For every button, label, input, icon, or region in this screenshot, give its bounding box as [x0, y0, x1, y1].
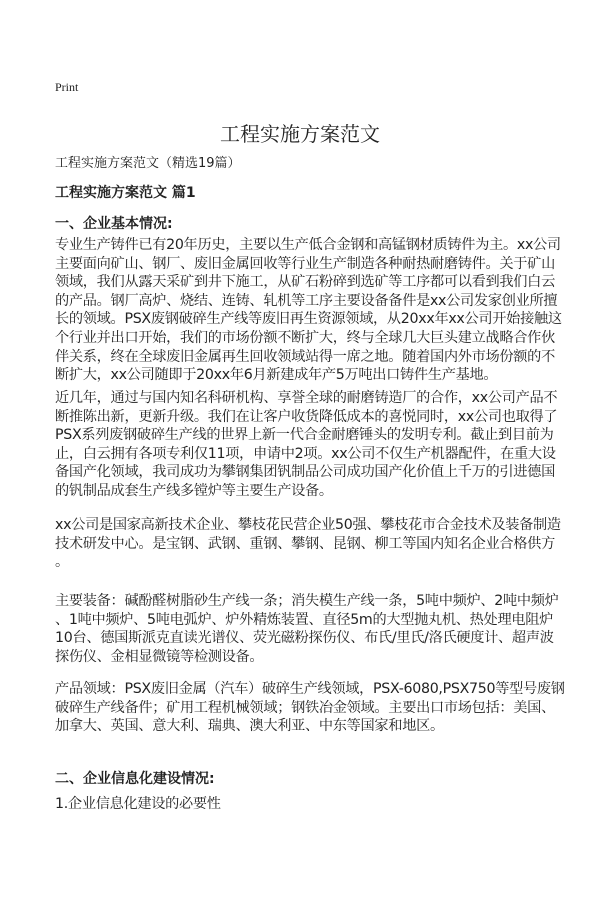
text-line: 止，白云拥有各项专利仅11项，申请中2项。xx公司不仅生产机器配件，在重大设	[55, 445, 556, 462]
article-heading: 工程实施方案范文 篇1	[55, 185, 196, 201]
text-line: 个行业并出口开始，我们的市场份额不断扩大，终与全球几大巨头建立战略合作伙	[55, 329, 555, 346]
text-line: 10台、德国斯派克直读光谱仪、荧光磁粉探伤仪、布氏/里氏/洛氏硬度计、超声波	[55, 630, 554, 647]
paragraph-5	[55, 680, 565, 736]
list-item: 1.企业信息化建设的必要性	[55, 796, 221, 812]
text-line: 的产品。钢厂高炉、烧结、连铸、轧机等工序主要设备备件是xx公司发家创业所擅	[55, 292, 558, 309]
text-line: 伴关系，终在全球废旧金属再生回收领域站得一席之地。随着国内外市场份额的不	[55, 348, 555, 365]
text-line: 主要装备：碱酚醛树脂砂生产线一条；消失模生产线一条，5吨中频炉、2吨中频炉	[55, 593, 559, 609]
subtitle: 工程实施方案范文（精选19篇）	[55, 156, 241, 171]
text-line: 加拿大、英国、意大利、瑞典、澳大利亚、中东等国家和地区。	[55, 718, 444, 735]
paragraph-2	[55, 389, 557, 501]
text-line: 、1吨中频炉、5吨电弧炉、炉外精炼装置、直径5m的大型抛丸机、热处理电阻炉	[55, 611, 553, 628]
text-line: 长的领域。PSX废钢破碎生产线等废旧再生资源领域，从20xx年xx公司开始接触这	[55, 311, 562, 328]
text-line: xx公司是国家高新技术企业、攀枝花民营企业50强、攀枝花市合金技术及装备制造	[55, 517, 561, 533]
section-heading-2: 二、企业信息化建设情况:	[55, 771, 215, 787]
text-line: 备国产化领域，我司成功为攀钢集团钒制品公司成功国产化价值上千万的引进德国	[55, 464, 555, 481]
text-line: 断扩大，xx公司随即于20xx年6月新建成年产5万吨出口铸件生产基地。	[55, 367, 498, 384]
text-line: 断推陈出新，更新升级。我们在让客户收货降低成本的喜悦同时，xx公司也取得了	[55, 408, 558, 425]
text-line: 破碎生产线备件；矿用工程机械领域；钢铁冶金领域。主要出口市场包括：美国、	[55, 699, 555, 716]
text-line: 。	[55, 554, 69, 571]
text-line: 主要面向矿山、钢厂、废旧金属回收等行业生产制造各种耐热耐磨铸件。关于矿山	[55, 255, 555, 272]
text-line: PSX系列废钢破碎生产线的世界上新一代合金耐磨锤头的发明专利。截止到目前为	[55, 427, 554, 444]
text-line: 近几年，通过与国内知名科研机构、享誉全球的耐磨铸造厂的合作，xx公司产品不	[55, 390, 558, 406]
paragraph-4	[55, 592, 559, 666]
text-line: 技术研发中心。是宝钢、武钢、重钢、攀钢、昆钢、柳工等国内知名企业合格供方	[55, 535, 555, 552]
text-line: 产品领域：PSX废旧金属（汽车）破碎生产线领域，PSX-6080,PSX750等型号废钢	[55, 681, 565, 697]
paragraph-1	[55, 236, 562, 385]
text-line: 领域，我们从露天采矿到井下施工，从矿石粉碎到选矿等工序都可以看到我们白云	[55, 274, 555, 291]
document-title: 工程实施方案范文	[220, 122, 380, 146]
section-heading-1: 一、企业基本情况:	[55, 216, 173, 232]
paragraph-3	[55, 516, 561, 572]
text-line: 的钒制品成套生产线多镗炉等主要生产设备。	[55, 482, 333, 499]
text-line: 探伤仪、金相显微镜等检测设备。	[55, 648, 264, 665]
print-label[interactable]: Print	[55, 80, 79, 94]
text-line: 专业生产铸件已有20年历史，主要以生产低合金钢和高锰钢材质铸件为主。xx公司	[55, 237, 561, 253]
